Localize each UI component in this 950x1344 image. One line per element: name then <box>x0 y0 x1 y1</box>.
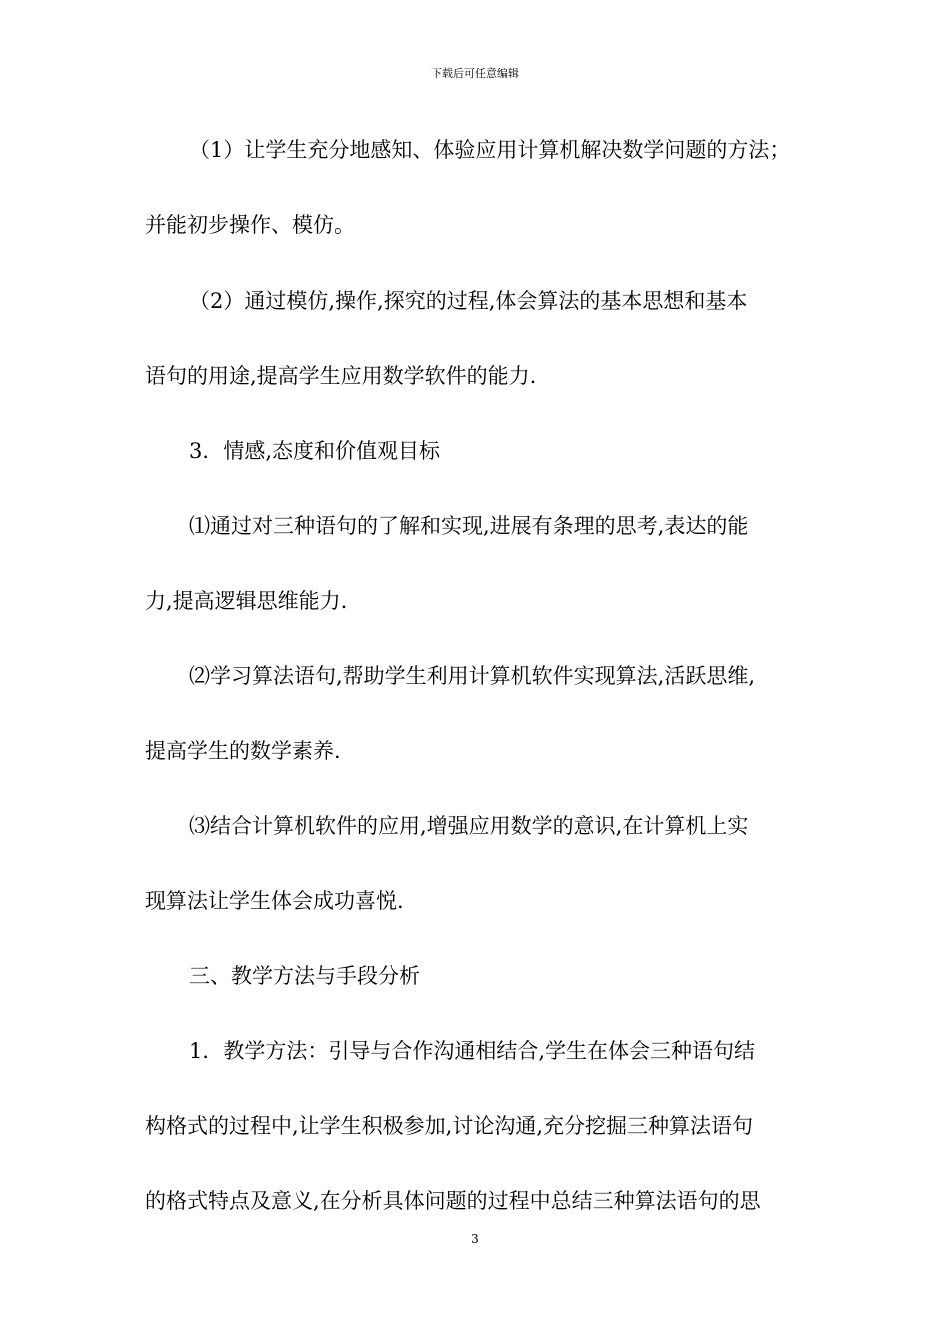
paragraph-line: 构格式的过程中,让学生积极参加,讨论沟通,充分挖掘三种算法语句 <box>145 1114 754 1138</box>
paragraph-line: （1）让学生充分地感知、体验应用计算机解决数学问题的方法； <box>189 138 791 162</box>
paragraph-line: 现算法让学生体会成功喜悦. <box>145 889 404 913</box>
paragraph-line: 提高学生的数学素养. <box>145 739 341 763</box>
section-heading: 3．情感,态度和价值观目标 <box>189 439 441 463</box>
paragraph-line: 并能初步操作、模仿。 <box>145 213 355 237</box>
paragraph-line: ⑵学习算法语句,帮助学生利用计算机软件实现算法,活跃思维, <box>189 664 756 688</box>
paragraph-line: 语句的用途,提高学生应用数学软件的能力. <box>145 364 537 388</box>
page-header-note: 下载后可任意编辑 <box>431 67 519 80</box>
paragraph-line: 力,提高逻辑思维能力. <box>145 589 348 613</box>
paragraph-line: ⑶结合计算机软件的应用,增强应用数学的意识,在计算机上实 <box>189 814 749 838</box>
paragraph-line: （2）通过模仿,操作,探究的过程,体会算法的基本思想和基本 <box>189 289 748 313</box>
paragraph-line: ⑴通过对三种语句的了解和实现,进展有条理的思考,表达的能 <box>189 514 749 538</box>
paragraph-line: 的格式特点及意义,在分析具体问题的过程中总结三种算法语句的思 <box>145 1189 761 1213</box>
section-heading: 三、教学方法与手段分析 <box>189 964 420 988</box>
paragraph-line: 1．教学方法：引导与合作沟通相结合,学生在体会三种语句结 <box>189 1039 756 1063</box>
page-number: 3 <box>471 1232 479 1246</box>
